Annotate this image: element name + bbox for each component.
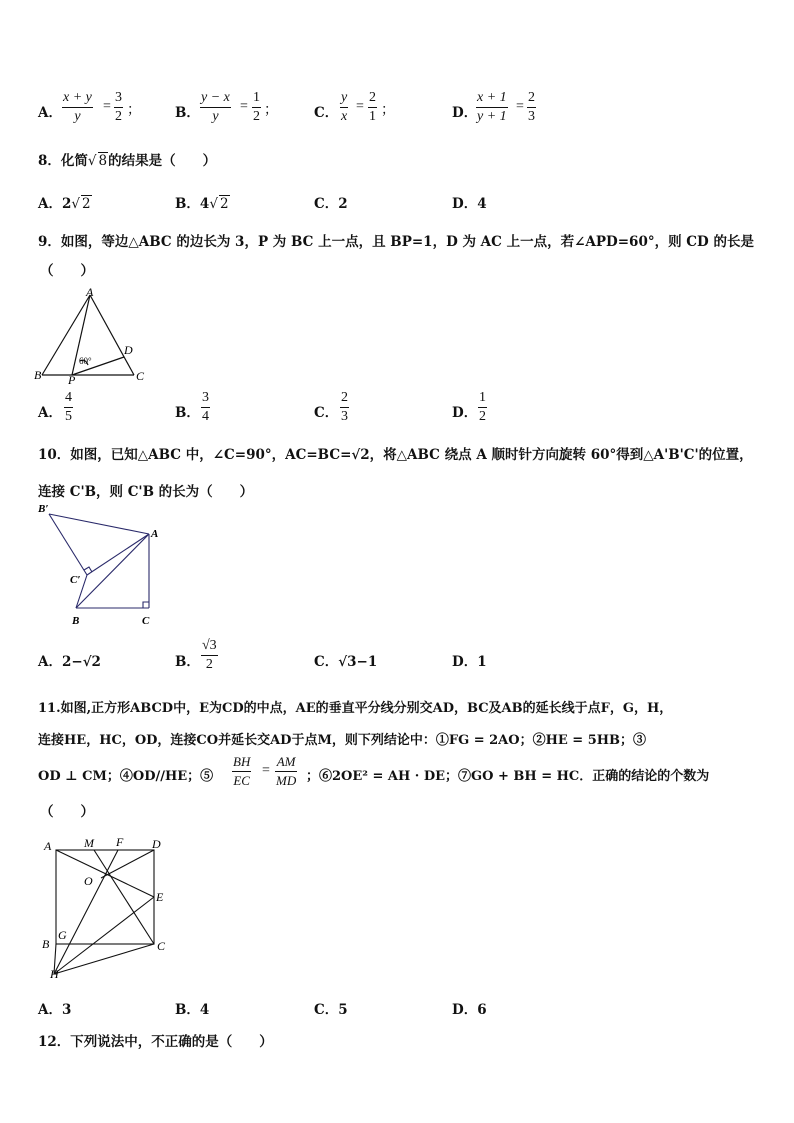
q7-option-b-label: B． [175, 105, 200, 121]
q9-option-c-label: C． [314, 405, 339, 421]
q11-label-d: D [152, 837, 161, 851]
q11-line1: 11.如图,正方形ABCD中，E为CD的中点，AE的垂直平分线分别交AD，BC及AB的延长线于点F，G，H， [38, 701, 673, 716]
q11-label-e: E [156, 890, 164, 904]
q10-label-b: B [72, 615, 80, 627]
q8-stem: 8．化简√ 8的结果是（ ） [38, 153, 217, 169]
q7-option-d-frac: $\frac{x + 1}{y + 1}$ [477, 90, 507, 124]
q7-option-b-frac: $\frac{y - x}{y}$ [201, 90, 230, 124]
q9-label-p: P [68, 373, 76, 385]
q8-option-c: C．2 [314, 196, 348, 212]
q9-option-d-frac: $\frac{1}{2}$ [479, 390, 486, 424]
q10-figure [32, 500, 172, 630]
q12-stem: 12．下列说法中，不正确的是（ ） [38, 1034, 273, 1050]
q7-option-c-rhs: $\frac{2}{1}$ [369, 90, 376, 124]
q11-line3b: ；⑥2OE² = AH · DE；⑦GO + BH = HC．正确的结论的个数为 [306, 769, 710, 784]
q11-frac-am-md: $\frac{AM}{MD}$ [276, 754, 297, 788]
q9-option-b-label: B． [175, 405, 200, 421]
q8-option-d: D．4 [452, 196, 487, 212]
q11-label-g: G [58, 928, 67, 942]
q9-label-a: A [86, 285, 94, 299]
q9-label-d: D [124, 343, 133, 357]
q11-line3a: OD ⊥ CM；④OD//HE；⑤ [38, 769, 214, 784]
q7-option-a-rhs: $\frac{3}{2}$ [115, 90, 122, 124]
q10-option-b-label: B． [175, 654, 200, 670]
q11-option-c: C．5 [314, 1002, 348, 1018]
q11-option-b: B．4 [175, 1002, 210, 1018]
q9-option-a-frac: $\frac{4}{5}$ [65, 390, 72, 424]
q11-option-d: D．6 [452, 1002, 487, 1018]
q8-option-b: B．4√ 2 [175, 196, 229, 212]
q7-option-d-rhs: $\frac{2}{3}$ [528, 90, 535, 124]
q9-option-d-label: D． [452, 405, 478, 421]
q9-label-b: B [34, 368, 42, 382]
q10-stem-line2: 连接 C'B，则 C'B 的长为（ ） [38, 484, 254, 500]
q7-option-b-rhs: $\frac{1}{2}$ [253, 90, 260, 124]
q7-option-c-frac: $\frac{y}{x}$ [341, 90, 348, 124]
q7-option-a-label: A． [38, 105, 62, 121]
q10-option-b-frac: $\frac{√3}{2}$ [202, 638, 217, 672]
q11-label-c: C [157, 939, 166, 953]
q10-label-bp: B′ [38, 503, 49, 515]
q11-label-f: F [116, 835, 124, 849]
q10-stem-line1: 10．如图，已知△ABC 中，∠C=90°，AC=BC=√2，将△ABC 绕点 A 顺时针方向旋转 60°得到△A'B'C'的位置， [38, 447, 753, 463]
q11-line2: 连接HE，HC，OD，连接CO并延长交AD于点M，则下列结论中：①FG = 2AO；②HE = 5HB；③ [38, 733, 647, 748]
q10-label-cp: C′ [70, 574, 81, 586]
q11-label-m: M [84, 836, 94, 850]
q10-option-d: D．1 [452, 654, 487, 670]
q9-label-angle: 60° [79, 356, 92, 366]
q11-frac-bh-ec: $\frac{BH}{EC}$ [233, 754, 251, 788]
q11-option-a: A．3 [38, 1002, 72, 1018]
q11-paren: （ ） [40, 804, 94, 820]
q11-label-b: B [42, 937, 50, 951]
q9-option-a-label: A． [38, 405, 62, 421]
q9-option-b-frac: $\frac{3}{4}$ [202, 390, 209, 424]
q11-label-a: A [44, 839, 52, 853]
q9-paren: （ ） [40, 263, 94, 279]
q7-option-d-label: D． [452, 105, 478, 121]
q9-stem: 9．如图，等边△ABC 的边长为 3，P 为 BC 上一点，且 BP=1，D 为 AC 上一点，若∠APD=60°，则 CD 的长是 [38, 234, 754, 250]
q8-option-a: A．2√ 2 [38, 196, 91, 212]
q11-label-o: O [84, 874, 93, 888]
q11-label-h: H [50, 967, 59, 981]
q9-option-c-frac: $\frac{2}{3}$ [341, 390, 348, 424]
q11-figure [36, 832, 176, 982]
q10-label-c: C [142, 615, 150, 627]
q10-option-a: A．2−√2 [38, 654, 101, 670]
q9-label-c: C [136, 369, 145, 383]
q10-label-a: A [151, 528, 159, 540]
q9-figure [32, 285, 152, 385]
q10-option-c: C．√3−1 [314, 654, 378, 670]
q7-option-a-frac: $\frac{x + y}{y}$ [63, 90, 92, 124]
q7-option-c-label: C． [314, 105, 339, 121]
